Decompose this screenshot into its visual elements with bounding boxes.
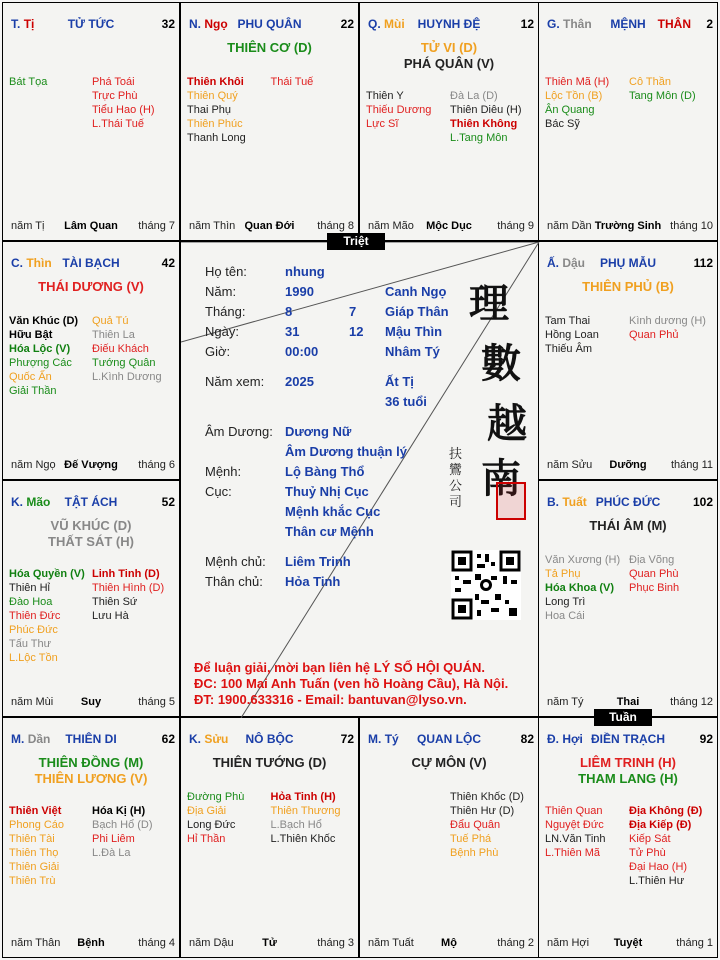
palace-can: T. [11,17,21,31]
star-item: Tả Phụ [545,568,581,580]
star-item: Phong Cáo [9,819,65,831]
star-item: L.Thiên Mã [545,847,601,859]
dai-han-number: 62 [161,732,175,746]
palace-month: tháng 6 [138,459,175,471]
palace-month: tháng 7 [138,220,175,232]
star-item: Thiên Y [366,90,404,102]
star-item: Thai Phụ [187,104,232,116]
star-item: Hóa Khoa (V) [545,582,615,594]
palace-footer [11,696,175,710]
main-star: THIÊN PHỦ (B) [582,279,674,294]
palace-footer [368,220,534,234]
palace-can: G. [547,17,560,31]
palace-dau [538,241,718,480]
star-item: L.Thiên Hư [629,875,685,887]
palace-month: tháng 9 [497,220,534,232]
right-stars [92,75,180,131]
star-item: L.Thái Tuế [92,118,144,130]
star-item: Thiên Khốc (D) [450,791,524,803]
truong-sinh: Tuyệt [613,937,643,949]
star-item: Thiên Tài [9,833,55,845]
star-item: Thiếu Dương [366,104,432,116]
left-stars [545,314,635,356]
palace-can: M. [11,732,25,746]
palace-year: năm Ngọ [11,459,56,471]
star-item: L.Đà La [92,847,131,859]
cuc-value: Thuỷ Nhị Cục [285,484,369,499]
palace-header [368,732,534,746]
star-item: Quan Phù [629,568,679,580]
palace-header [547,495,713,509]
truong-sinh: Tử [262,937,277,949]
palace-can: Q. [368,17,381,31]
star-item: Hoa Cái [545,610,585,622]
star-item: Phục Binh [629,582,680,594]
star-item: Lộc Tồn (B) [545,90,603,102]
palace-chi: Hợi [562,732,583,746]
palace-chi: Thìn [26,256,52,270]
palace-year: năm Tị [11,220,45,232]
palace-ty [359,717,539,958]
thang-label: Tháng: [205,304,246,319]
star-item: Thiên Phúc [187,118,243,130]
truong-sinh: Lâm Quan [64,220,118,232]
truong-sinh: Suy [80,696,102,708]
palace-chi: Dậu [562,256,586,270]
star-item: L.Thiên Khốc [270,833,336,845]
star-item: Tướng Quân [92,357,156,369]
star-item: Lực Sĩ [366,118,399,130]
palace-footer [11,220,175,234]
palace-footer [189,220,354,234]
star-item: Cô Thần [629,76,671,88]
palace-can: C. [11,256,23,270]
gio-value: 00:00 [285,344,319,359]
star-item: L.Bạch Hổ [270,819,322,831]
main-star: LIÊM TRINH (H) [579,755,677,770]
than-chu-label: Thân chủ: [205,574,263,589]
star-item: Văn Khúc (D) [9,315,79,327]
palace-header [11,256,175,270]
palace-header [547,17,713,31]
palace-can: K. [11,495,23,509]
dai-han-number: 42 [161,256,175,270]
thang-can-chi: Giáp Thân [385,304,449,319]
star-item: Thiên Khôi [187,76,244,88]
star-item: Tam Thai [545,315,591,327]
star-item: Đào Hoa [9,596,53,608]
star-item: Hữu Bật [9,329,53,341]
palace-year: năm Tý [547,696,584,708]
star-item: Hỏa Tinh (H) [270,791,336,803]
palace-mui [359,2,539,241]
calligraphy-char-3: 越 [487,400,527,447]
palace-year: năm Mùi [11,696,54,708]
palace-dan [2,717,180,958]
menh-khac-cuc: Mệnh khắc Cục [285,504,381,519]
dai-han-number: 22 [340,17,354,31]
main-star: THIÊN ĐỒNG (M) [38,755,144,770]
main-star: THÁI DƯƠNG (V) [38,279,144,294]
star-item: Đại Hao (H) [629,861,688,873]
palace-footer [547,459,713,473]
palace-name: ĐIỀN TRẠCH [591,732,665,746]
palace-hoi [538,717,718,958]
palace-year: năm Sửu [547,459,593,471]
palace-year: năm Mão [368,220,414,232]
than-cu-menh: Thân cư Mệnh [285,524,374,539]
star-item: Thiên Không [450,118,518,130]
star-item: Địa Không (Đ) [629,805,703,817]
menh-label: Mệnh: [205,464,242,479]
star-item: L.Kình Dương [92,371,162,383]
truong-sinh: Thai [616,696,640,708]
nam-label: Năm: [205,284,237,299]
star-item: Hóa Kị (H) [92,805,146,817]
star-item: LN.Văn Tinh [545,833,606,845]
left-stars [187,790,277,846]
contact-phone-email: ĐT: 1900.633316 - Email: bantuvan@lyso.vn. [194,692,467,707]
dai-han-number: 2 [706,17,713,31]
palace-month: tháng 11 [670,459,713,471]
palace-name: NÔ BỘC [245,732,294,746]
star-item: Thiên Diêu (H) [450,104,522,116]
star-item: Kình dương (H) [629,315,706,327]
palace-ti [2,2,180,241]
palace-footer [189,937,354,951]
star-item: Thiên Hình (D) [92,582,165,594]
main-star: THÁI ÂM (M) [589,518,667,533]
left-stars [9,75,99,89]
palace-thin [2,241,180,480]
contact-line-1: Để luận giải, mời bạn liên hệ LÝ SỐ HỘI QUÁN. [194,660,485,675]
palace-chi: Sửu [204,732,229,746]
star-item: Long Đức [187,819,236,831]
star-item: Tử Phù [629,847,666,859]
main-star: CỰ MÔN (V) [411,755,487,770]
nam-xem-label: Năm xem: [205,374,265,389]
palace-year: năm Thìn [189,220,236,232]
palace-header [11,17,175,31]
main-star: THIÊN CƠ (D) [227,40,312,55]
right-stars [450,89,539,145]
palace-header [11,495,175,509]
palace-name: THIÊN DI [65,732,117,746]
red-seal-stamp [496,482,526,520]
calligraphy-char-1: 理 [469,280,509,327]
star-item: Thiên La [92,329,135,341]
contact-block [194,660,508,708]
left-stars [366,89,456,131]
palace-can: N. [189,17,201,31]
left-stars [545,804,635,860]
palace-ngo [180,2,359,241]
truong-sinh: Đế Vượng [64,459,118,471]
tuan-badge: Tuần [594,709,652,726]
left-stars [9,804,99,888]
star-item: Địa Võng [629,554,675,566]
truong-sinh: Mộc Dục [426,220,472,232]
palace-header [547,256,713,270]
palace-chi: Dần [27,732,51,746]
star-item: Thiên Sứ [92,596,138,608]
palace-can: K. [189,732,201,746]
palace-can: M. [368,732,382,746]
star-item: Thanh Long [187,132,246,144]
palace-name: PHÚC ĐỨC [595,495,661,509]
center-info-panel [180,241,539,717]
palace-header [368,17,534,31]
main-star: THAM LANG (H) [578,771,678,786]
star-item: Đà La (D) [450,90,498,102]
palace-year: năm Tuất [368,937,414,949]
right-stars [629,75,718,103]
palace-name: PHỤ MẪU [600,256,656,270]
gio-label: Giờ: [205,344,231,359]
am-duong-thuan-ly: Âm Dương thuận lý [285,444,407,459]
star-item: Tang Môn (D) [629,90,696,102]
palace-chi: Ngọ [204,17,228,31]
palace-name: TỬ TỨC [67,17,115,31]
star-item: Thiên Việt [9,805,62,817]
right-stars [629,553,718,595]
palace-month: tháng 1 [676,937,713,949]
truong-sinh: Dưỡng [609,459,647,471]
nam-xem-value: 2025 [285,374,314,389]
main-star: THIÊN LƯƠNG (V) [34,771,148,786]
star-item: Thiên Thương [270,805,341,817]
gio-can-chi: Nhâm Tý [385,344,440,359]
truong-sinh: Bệnh [77,937,105,949]
right-stars [92,804,180,860]
tuoi-value: 36 tuổi [385,394,427,409]
palace-month: tháng 10 [670,220,713,232]
palace-month: tháng 8 [317,220,354,232]
palace-footer [368,937,534,951]
left-stars [187,75,277,145]
star-item: L.Lộc Tồn [9,652,58,664]
left-stars [545,553,635,623]
star-item: Thiên Quan [545,805,603,817]
star-item: Tấu Thư [9,638,52,650]
star-item: Phượng Các [9,357,72,369]
star-item: Bác Sỹ [545,118,580,130]
star-item: Hóa Lộc (V) [9,343,71,355]
star-item: Thiên Đức [9,610,61,622]
star-item: Bạch Hổ (D) [92,819,153,831]
main-star: PHÁ QUÂN (V) [403,56,495,71]
star-item: Đường Phù [187,791,245,803]
dai-han-number: 102 [692,495,713,509]
palace-tuat [538,480,718,717]
left-stars [545,75,635,131]
palace-header [189,732,354,746]
truong-sinh: Trường Sinh [594,220,662,232]
star-item: Phá Toái [92,76,135,88]
ngay-value: 31 [285,324,300,339]
qr-code [451,550,521,620]
palace-can: B. [547,495,559,509]
palace-footer [11,459,175,473]
nam-can-chi: Canh Ngọ [385,284,447,299]
palace-chi: Thân [563,17,592,31]
star-item: Thiên Thọ [9,847,59,859]
palace-chi: Mão [26,495,51,509]
nam-value: 1990 [285,284,314,299]
than-chu-value: Hỏa Tinh [285,574,341,589]
star-item: Địa Giải [187,805,227,817]
star-item: Thiên Hư (D) [450,805,515,817]
palace-suu [180,717,359,958]
right-stars [629,314,718,342]
calligraphy-side-text: 扶鸞公司 [449,447,463,510]
contact-address: ĐC: 100 Mai Anh Tuấn (ven hồ Hoàng Cầu), Hà Nội. [194,676,509,691]
am-duong-value: Dương Nữ [285,424,352,439]
palace-can: Ấ. [547,256,559,270]
right-stars [450,790,539,860]
palace-can: Đ. [547,732,559,746]
star-item: Long Trì [545,596,586,608]
ngay-label: Ngày: [205,324,239,339]
palace-footer [547,220,713,234]
palace-name: HUYNH ĐỆ [417,17,481,31]
palace-month: tháng 5 [138,696,175,708]
ho-ten-value: nhung [285,264,325,279]
right-stars [271,75,360,89]
star-item: Phi Liêm [92,833,135,845]
star-item: Thiên Mã (H) [545,76,610,88]
star-item: Địa Kiếp (Đ) [629,819,692,831]
palace-footer [547,696,713,710]
dai-han-number: 112 [693,256,713,270]
ho-ten-label: Họ tên: [205,264,247,279]
palace-month: tháng 2 [497,937,534,949]
star-item: Bát Tọa [9,76,48,88]
right-stars [92,567,180,623]
star-item: Tuế Phá [450,833,492,845]
left-stars [9,567,99,665]
star-item: Thiên Quý [187,90,238,102]
ngay-am: 12 [349,324,364,339]
dai-han-number: 12 [520,17,534,31]
star-item: Văn Xương (H) [545,554,621,566]
star-item: Quan Phủ [629,329,679,341]
truong-sinh: Mộ [441,937,457,949]
dai-han-number: 32 [161,17,175,31]
star-item: Ân Quang [545,104,595,116]
palace-footer [11,937,175,951]
palace-month: tháng 4 [138,937,175,949]
star-item: Hỉ Thần [187,833,226,845]
palace-chi: Tý [384,732,399,746]
main-star: THIÊN TƯỚNG (D) [212,755,327,770]
thang-am: 7 [349,304,357,319]
star-item: Linh Tinh (D) [92,568,160,580]
star-item: Kiếp Sát [629,833,671,845]
thang-value: 8 [285,304,293,319]
palace-mao [2,480,180,717]
star-item: Thiên Trù [9,875,56,887]
star-item: Trực Phù [92,90,138,102]
star-item: Nguyệt Đức [545,819,604,831]
triet-badge: Triệt [327,233,385,250]
star-item: Hóa Quyền (V) [9,568,85,580]
main-star: TỬ VI (D) [420,40,478,55]
star-item: Hồng Loan [545,329,599,341]
calligraphy-char-4: 南 [481,455,521,502]
am-duong-label: Âm Dương: [205,424,273,439]
dai-han-number: 92 [699,732,713,746]
star-item: L.Tang Môn [450,132,508,144]
palace-header [547,732,713,746]
right-stars [92,314,180,384]
palace-name: TẬT ÁCH [64,495,118,509]
palace-header [11,732,175,746]
right-stars [629,804,718,888]
palace-than [538,2,718,241]
palace-name: MỆNH [610,17,646,31]
palace-chi: Tị [23,17,35,31]
palace-name: PHU QUÂN [237,17,302,31]
star-item: Tiểu Hao (H) [92,104,155,116]
menh-chu-label: Mệnh chủ: [205,554,266,569]
star-item: Điếu Khách [92,343,149,355]
palace-header [189,17,354,31]
palace-year: năm Dần [547,220,592,232]
main-star: THẤT SÁT (H) [48,534,134,549]
star-item: Quốc Ấn [9,371,52,383]
star-item: Thiếu Âm [545,343,593,355]
right-stars [271,790,360,846]
menh-chu-value: Liêm Trinh [285,554,351,569]
palace-month: tháng 12 [670,696,713,708]
nam-xem-can-chi: Ất Tị [385,374,414,389]
dai-han-number: 82 [520,732,534,746]
main-star: VŨ KHÚC (D) [50,518,132,533]
palace-year: năm Hợi [547,937,590,949]
palace-year: năm Dậu [189,937,234,949]
palace-month: tháng 3 [317,937,354,949]
palace-footer [547,937,713,951]
palace-chi: Mùi [384,17,405,31]
ngay-can-chi: Mậu Thìn [385,324,443,339]
cuc-label: Cục: [205,484,232,499]
dai-han-number: 72 [340,732,354,746]
star-item: Bệnh Phù [450,847,499,859]
star-item: Lưu Hà [92,610,129,622]
star-item: Phúc Đức [9,624,58,636]
star-item: Quả Tú [92,315,129,327]
star-item: Thiên Hỉ [9,582,50,594]
calligraphy-char-2: 數 [481,340,521,387]
star-item: Thái Tuế [270,76,314,88]
menh-value: Lộ Bàng Thổ [285,464,365,479]
than-marker: THÂN [657,17,691,31]
truong-sinh: Quan Đới [244,220,295,232]
star-item: Giải Thần [9,385,57,397]
dai-han-number: 52 [161,495,175,509]
palace-name: QUAN LỘC [417,732,481,746]
star-item: Thiên Giải [9,861,60,873]
palace-name: TÀI BẠCH [62,256,120,270]
star-item: Đẩu Quân [450,819,501,831]
palace-chi: Tuất [562,495,587,509]
left-stars [9,314,99,398]
palace-year: năm Thân [11,937,61,949]
